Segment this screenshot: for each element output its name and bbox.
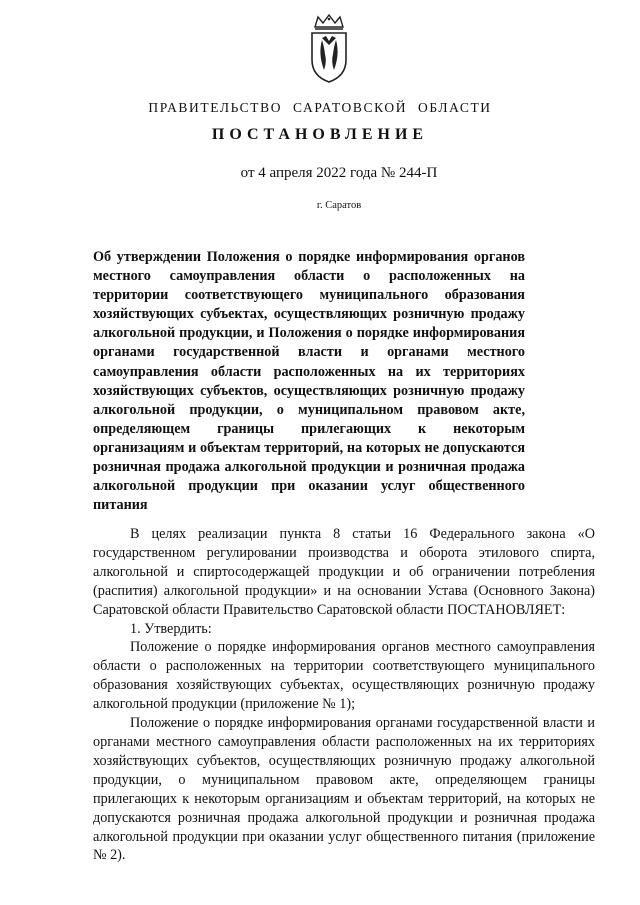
document-city: г. Саратов — [316, 200, 362, 211]
document-subject: Об утверждении Положения о порядке информирования органов местного самоуправления области о расположенных на территории соответствующего муниципального образования хозяйствующих субъектах, осуществляющих розничную продажу алкогольной продукции, и Положения о порядке информирования органами государственной власти и органами местного самоуправления области расположенных на их территориях хозяйствующих субъектов, осуществляющих розничную продажу алкогольной продукции, о муниципальном правовом акте, определяющем границы прилегающих к некоторым организациям и объектам территорий, на которых не допускаются розничная продажа алкогольной продукции и розничная продажа алкогольной продукции при оказании услуг общественного питания — [93, 249, 525, 514]
preamble-paragraph: В целях реализации пункта 8 статьи 16 Федерального закона «О государственном регулировании производства и оборота этилового спирта, алкогольной и спиртосодержащей продукции и об ограничении потребления (распития) алкогольной продукции» и на основании Устава (Основного Закона) Саратовской области Правительство Саратовской области ПОСТАНОВЛЯЕТ: — [93, 526, 595, 618]
document-body — [93, 525, 595, 865]
document-type-title: ПОСТАНОВЛЕНИЕ — [211, 126, 429, 143]
government-name: ПРАВИТЕЛЬСТВО САРАТОВСКОЙ ОБЛАСТИ — [148, 100, 492, 115]
item-1-appendix-2-paragraph: Положение о порядке информирования органами государственной власти и органами местного самоуправления области расположенных на их территориях хозяйствующих субъектов, осуществляющих розничную продажу алкогольной продукции, о муниципальном правовом акте, определяющем границы прилегающих к некоторым организациям и объектам территорий, на которых не допускаются розничная продажа алкогольной продукции и розничная продажа алкогольной продукции при оказании услуг общественного питания (приложение № 2). — [93, 715, 595, 864]
item-1-paragraph: 1. Утвердить: — [130, 620, 212, 637]
document-date-number: от 4 апреля 2022 года № 244-П — [240, 165, 438, 181]
item-1-appendix-1-paragraph: Положение о порядке информирования органов местного самоуправления области о расположенных на территории соответствующего муниципального образования хозяйствующих субъектах, осуществляющих розничную продажу алкогольной продукции (приложение № 1); — [93, 639, 595, 713]
saratov-coat-of-arms-icon — [306, 14, 352, 84]
